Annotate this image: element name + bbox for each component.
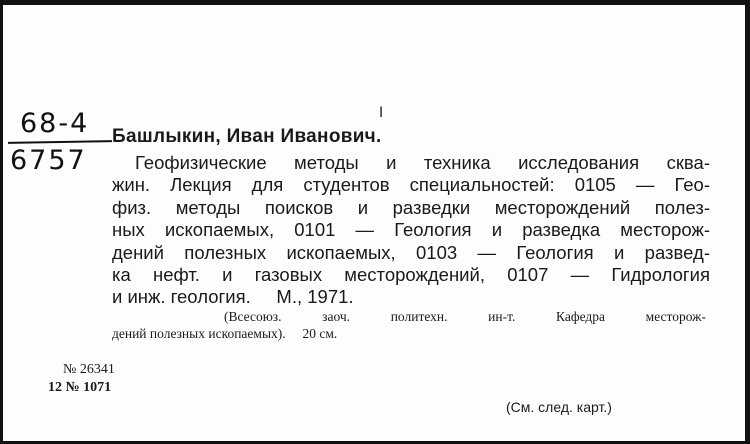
page-marker: I	[379, 105, 384, 121]
series-note	[112, 308, 706, 342]
handwritten-shelf-mark-bottom: 6757	[10, 145, 87, 176]
card-number: 12 № 1071	[48, 380, 112, 395]
description-line: дений полезных ископаемых, 0103 — Геология и развед-	[112, 241, 710, 263]
continuation-note: (См. след. карт.)	[506, 399, 612, 415]
handwritten-shelf-mark-top: 68-4	[20, 108, 90, 139]
description-line: жин. Лекция для студентов специальностей: 0105 — Гео-	[112, 174, 710, 196]
note-line: (Всесоюз. заоч. политехн. ин-т. Кафедра месторож-	[224, 309, 706, 324]
description-line: ка нефт. и газовых месторождений, 0107 — Гидрология	[112, 264, 710, 286]
note-line: дений полезных ископаемых). 20 см.	[112, 326, 338, 341]
scan-border-top	[0, 0, 750, 5]
scan-border-right	[745, 0, 750, 444]
bibliographic-description	[112, 152, 710, 309]
description-line: Геофизические методы и техника исследования сква-	[135, 152, 710, 173]
scan-border-left	[0, 0, 3, 444]
description-line: ных ископаемых, 0101 — Геология и разведка месторож-	[112, 219, 710, 241]
author-heading: Башлыкин, Иван Иванович.	[112, 126, 382, 147]
inventory-number: № 26341	[63, 362, 115, 377]
description-line: физ. методы поисков и разведки месторождений полез-	[112, 196, 710, 218]
description-line: и инж. геология. М., 1971.	[112, 286, 354, 308]
